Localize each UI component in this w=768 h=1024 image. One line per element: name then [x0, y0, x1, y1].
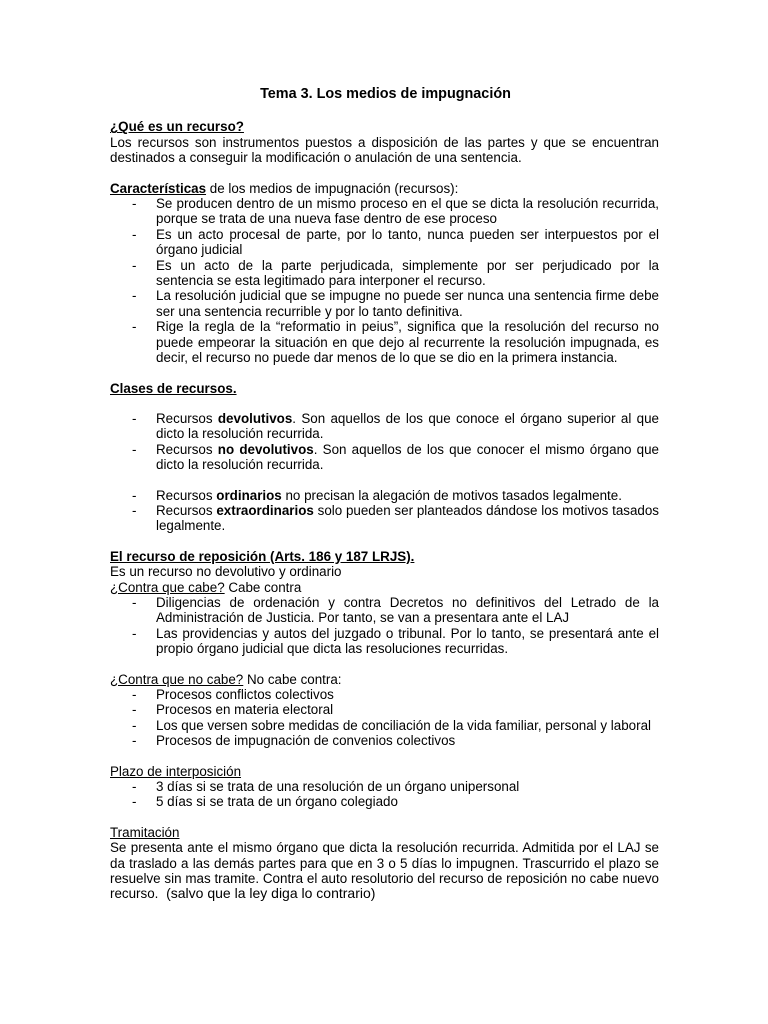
list-item: - Es un acto de la parte perjudicada, simplemente por ser perjudicado por la sentencia se esta legitimado para interponer el recurso. — [110, 258, 659, 289]
bullet-list — [110, 687, 659, 749]
list-item: - La resolución judicial que se impugne no puede ser nunca una sentencia firme debe ser una sentencia recurrible y por lo tanto definitiva. — [110, 288, 659, 319]
section-heading: El recurso de reposición (Arts. 186 y 187 LRJS). — [110, 548, 415, 564]
list-item: - 3 días si se trata de una resolución de un órgano unipersonal — [110, 779, 659, 794]
list-item: - Es un acto procesal de parte, por lo tanto, nunca pueden ser interpuestos por el órgano judicial — [110, 227, 659, 258]
page-title: Tema 3. Los medios de impugnación — [260, 86, 511, 102]
subheading: ¿Contra que cabe? — [110, 579, 225, 595]
list-item: - Se producen dentro de un mismo proceso en el que se dicta la resolución recurrida, porque se trata de una nueva fase dentro de ese proceso — [110, 196, 659, 227]
section-clases — [110, 381, 659, 534]
section-caracteristicas — [110, 181, 659, 366]
list-item: - Rige la regla de la “reformatio in peius”, significa que la resolución del recurso no puede empeorar la situación en que dejo al recurrente la resolución impugnada, es decir, el recurso no puede dar menos de lo que se dio en la primera instancia. — [110, 319, 659, 365]
list-item: - Diligencias de ordenación y contra Decretos no definitivos del Letrado de la Administración de Justicia. Por tanto, se van a presentara ante el LAJ — [110, 595, 659, 626]
list-item: - Recursos devolutivos. Son aquellos de los que conoce el órgano superior al que dicto la resolución recurrida. — [110, 411, 659, 442]
bullet-list — [110, 196, 659, 365]
paragraph: Los recursos son instrumentos puestos a disposición de las partes y que se encuentran destinados a conseguir la modificación o anulación de una sentencia. — [110, 134, 659, 166]
bullet-list — [110, 411, 659, 473]
list-item: - 5 días si se trata de un órgano colegiado — [110, 794, 659, 809]
section-heading: ¿Qué es un recurso? — [110, 119, 244, 135]
list-item: - Procesos en materia electoral — [110, 702, 659, 717]
subheading: Plazo de interposición — [110, 763, 242, 779]
subheading: ¿Contra que no cabe? — [110, 671, 244, 687]
list-item: - Recursos no devolutivos. Son aquellos de los que conocer el mismo órgano que dicto la resolución recurrida. — [110, 442, 659, 473]
section-reposicion: El recurso de reposición (Arts. 186 y 187 LRJS). Es un recurso no devolutivo y ordinario ¿Contra que cabe? Cabe contra - Diligencias de ordenación y contra Decretos no definitivos del Letrado de la Administración de Justicia. Por tanto, se van a presentara ante el LAJ - Las providencias y autos del juzgado o tribunal. Por lo tanto, se presentará ante el propio órgano judicial que dicta las resoluciones recurridas. ¿Contra que no cabe? No cabe contra: - Procesos conflictos colectivos - Procesos en materia electoral - Los que versen sobre medidas de conciliación de la vida familiar, personal y laboral - Procesos de impugnación de convenios colectivos Plazo de interposición - 3 días si se trata de una resolución de un órgano unipersonal - 5 días si se trata de un órgano colegiado Tramitación Se presenta ante el mismo órgano que dicta la resolución recurrida. Admitida por el LAJ se da traslado a las demás partes para que en 3 o 5 días lo impugnen. Trascurrido el plazo se resuelve sin mas tramite. Contra el auto resolutorio del recurso de reposición no cabe nuevo recurso. (salvo que la ley diga lo contrario) — [110, 549, 659, 902]
section-que-es-recurso — [110, 119, 659, 165]
bullet-list — [110, 595, 659, 657]
list-item: - Procesos de impugnación de convenios colectivos — [110, 733, 659, 748]
subheading: Tramitación — [110, 824, 180, 840]
list-item: - Recursos ordinarios no precisan la alegación de motivos tasados legalmente. — [110, 488, 659, 503]
paragraph: Se presenta ante el mismo órgano que dicta la resolución recurrida. Admitida por el LAJ se da traslado a las demás partes para que en 3 o 5 días lo impugnen. Trascurrido el plazo se resuelve sin mas tramite. Contra el auto resolutorio del recurso de reposición no cabe nuevo recurso. (salvo que la ley diga lo contrario) — [110, 840, 659, 902]
list-item: - Procesos conflictos colectivos — [110, 687, 659, 702]
paragraph: Es un recurso no devolutivo y ordinario — [110, 564, 342, 580]
bullet-list — [110, 488, 659, 534]
list-item: - Las providencias y autos del juzgado o tribunal. Por lo tanto, se presentará ante el propio órgano judicial que dicta las resoluciones recurridas. — [110, 626, 659, 657]
section-heading: Clases de recursos. — [110, 380, 237, 396]
heading-rest: de los medios de impugnación (recursos): — [206, 180, 459, 196]
bullet-list — [110, 779, 659, 810]
list-item: - Los que versen sobre medidas de conciliación de la vida familiar, personal y laboral — [110, 718, 659, 733]
list-item: - Recursos extraordinarios solo pueden ser planteados dándose los motivos tasados legalmente. — [110, 503, 659, 534]
section-heading: Características — [110, 180, 207, 196]
handwritten-note: (salvo que la ley diga lo contrario) — [166, 885, 376, 902]
